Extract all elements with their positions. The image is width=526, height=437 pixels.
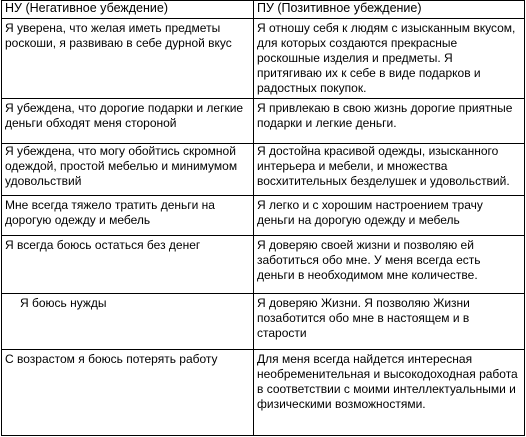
negative-belief-cell: Я боюсь нужды	[2, 294, 254, 350]
positive-belief-cell: Я привлекаю в свою жизнь дорогие приятные подарки и легкие деньги.	[254, 99, 525, 144]
table-row	[2, 196, 525, 236]
beliefs-table	[1, 0, 525, 436]
table-row	[2, 99, 525, 144]
negative-belief-cell: Я убеждена, что дорогие подарки и легкие деньги обходят меня стороной	[2, 99, 254, 144]
table-row	[2, 350, 525, 436]
positive-belief-cell: Я доверяю своей жизни и позволяю ей заботиться обо мне. У меня всегда есть деньги в необходимом мне количестве.	[254, 236, 525, 294]
positive-belief-cell: Я легко и с хорошим настроением трачу деньги на дорогую одежду и мебель	[254, 196, 525, 236]
table-row	[2, 294, 525, 350]
table-row	[2, 19, 525, 99]
header-negative: НУ (Негативное убеждение)	[2, 1, 254, 19]
positive-belief-cell: Я достойна красивой одежды, изысканного интерьера и мебели, и множества восхитительных безделушек и удовольствий.	[254, 144, 525, 196]
table-row	[2, 144, 525, 196]
header-positive: ПУ (Позитивное убеждение)	[254, 1, 525, 19]
positive-belief-cell: Для меня всегда найдется интересная необременительная и высокодоходная работа в соответствии с моими интеллектуальными и физическими возможностями.	[254, 350, 525, 436]
table-header-row	[2, 1, 525, 19]
negative-belief-cell: Я уверена, что желая иметь предметы роскоши, я развиваю в себе дурной вкус	[2, 19, 254, 99]
negative-belief-cell: Я всегда боюсь остаться без денег	[2, 236, 254, 294]
table-row	[2, 236, 525, 294]
positive-belief-cell: Я доверяю Жизни. Я позволяю Жизни позаботится обо мне в настоящем и в старости	[254, 294, 525, 350]
negative-belief-cell: С возрастом я боюсь потерять работу	[2, 350, 254, 436]
negative-belief-cell: Мне всегда тяжело тратить деньги на дорогую одежду и мебель	[2, 196, 254, 236]
positive-belief-cell: Я отношу себя к людям с изысканным вкусом, для которых создаются прекрасные роскошные изделия и предметы. Я притягиваю их к себе в виде подарков и радостных покупок.	[254, 19, 525, 99]
negative-belief-cell: Я убеждена, что могу обойтись скромной одеждой, простой мебелью и минимумом удовольствий	[2, 144, 254, 196]
